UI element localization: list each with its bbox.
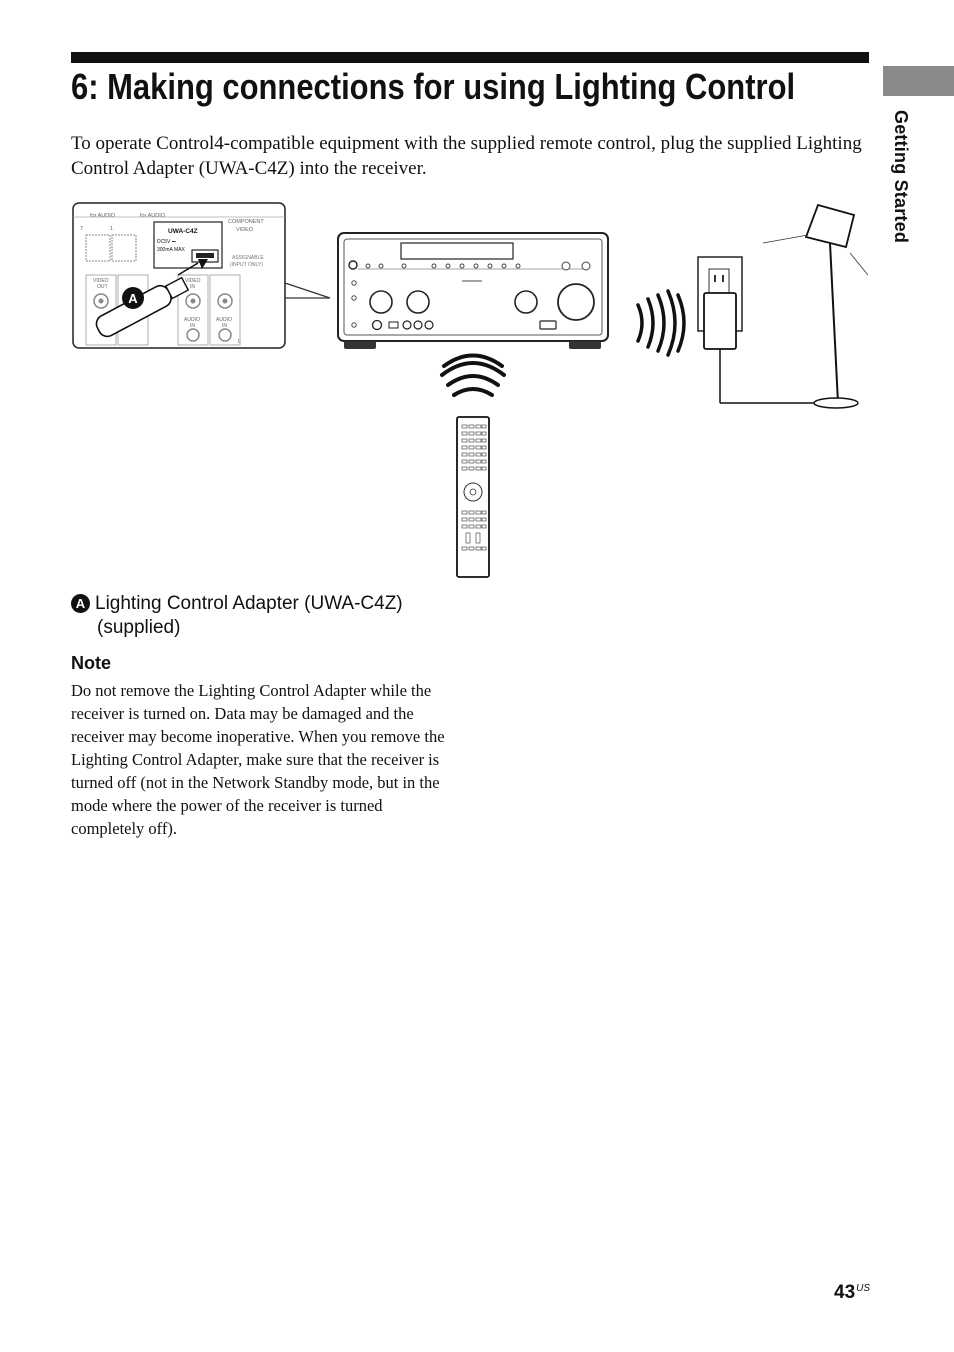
panel-label-video-out-2: OUT (97, 284, 108, 290)
rear-panel-inset (73, 203, 285, 348)
panel-label-component-video: VIDEO (236, 227, 254, 233)
legend-badge: A (71, 594, 90, 613)
panel-label-audio-in-2: AUDIO (216, 317, 232, 323)
panel-label-for-audio-2: for AUDIO (140, 213, 166, 219)
panel-label-port-1: 1 (110, 226, 114, 232)
intro-paragraph: To operate Control4-compatible equipment with the supplied remote control, plug the supplied Lighting Control Adapter (UWA-C4Z) into the receiver. (71, 133, 862, 179)
legend-line-1: Lighting Control Adapter (UWA-C4Z) (95, 593, 403, 614)
wall-outlet-module (698, 257, 838, 403)
panel-label-channel-l: L (238, 339, 242, 345)
panel-label-audio-in-1: AUDIO (184, 317, 200, 323)
panel-label-adapter-model: UWA-C4Z (168, 228, 198, 235)
note-body: Do not remove the Lighting Control Adapter while the receiver is turned on. Data may be damaged and the receiver may become inoperative. When you remove the Lighting Control Adapter, make sure that the receiver is turned off (not in the Network Standby mode, but in the mode where the power of the receiver is turned completely off). (71, 681, 445, 838)
top-rule (71, 52, 869, 63)
panel-label-video-in: VIDEO (185, 278, 201, 284)
panel-label-port-7: 7 (80, 226, 84, 232)
panel-label-assignable: ASSIGNABLE (232, 255, 264, 261)
av-receiver (338, 233, 608, 349)
callout-a-letter: A (128, 291, 138, 306)
page-number (834, 1282, 870, 1304)
wireless-signal-waves (638, 291, 684, 355)
page-title: 6: Making connections for using Lighting Control (71, 66, 796, 107)
remote-control (457, 417, 489, 577)
panel-label-video-out: VIDEO (93, 278, 109, 284)
note-heading: Note (71, 653, 111, 673)
panel-label-audio-in-1b: IN (190, 323, 195, 329)
floor-lamp (763, 205, 868, 408)
panel-label-for-audio-1: for AUDIO (90, 213, 116, 219)
page-number-value: 43 (834, 1282, 856, 1303)
panel-label-current-rating: 300mA MAX (157, 247, 185, 253)
page-number-suffix: US (856, 1283, 871, 1294)
figure-legend (71, 592, 471, 640)
panel-label-component: COMPONENT (228, 219, 264, 225)
section-tab-marker (883, 66, 954, 96)
connection-diagram (68, 195, 868, 585)
panel-label-audio-in-2b: IN (222, 323, 227, 329)
panel-label-input-only: (INPUT ONLY) (230, 262, 263, 268)
panel-label-video-in-2: IN (190, 284, 195, 290)
remote-signal-waves (442, 356, 504, 396)
panel-label-dc-rating: DC5V ⎓ (157, 239, 176, 245)
section-tab-label: Getting Started (891, 110, 911, 244)
legend-line-2: (supplied) (97, 617, 181, 638)
